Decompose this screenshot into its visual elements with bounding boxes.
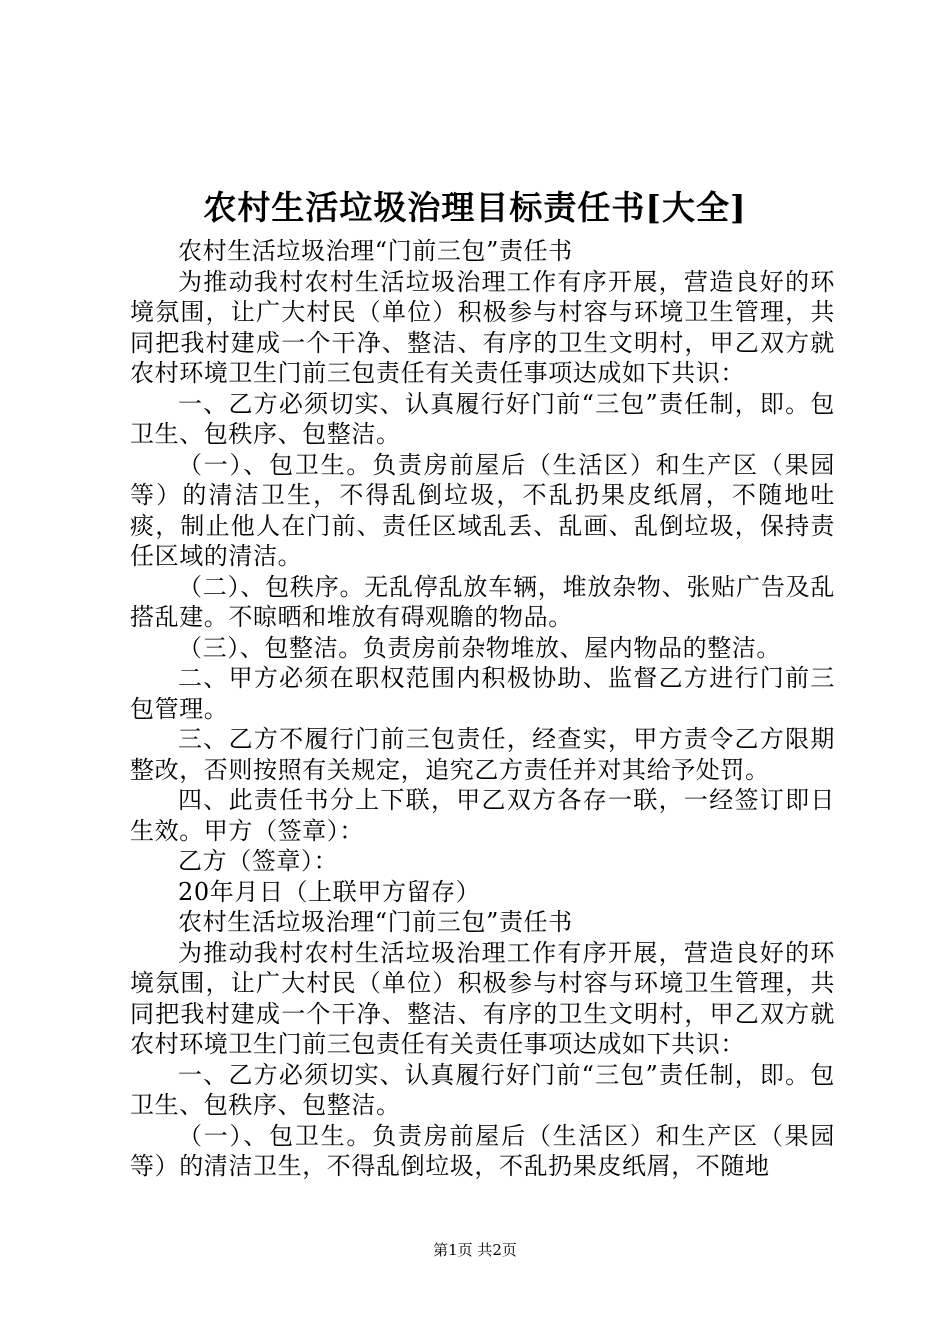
paragraph: （三）、包整洁。负责房前杂物堆放、屋内物品的整洁。 [178, 633, 781, 662]
paragraph: 三、乙方不履行门前三包责任，经查实，甲方责令乙方限期整改，否则按照有关规定，追究乙方责任并对其给予处罚。 [130, 725, 835, 784]
paragraph: 二、甲方必须在职权范围内积极协助、监督乙方进行门前三包管理。 [130, 664, 835, 723]
page-number-footer: 第1页 共2页 [433, 1241, 517, 1259]
paragraph: 为推动我村农村生活垃圾治理工作有序开展，营造良好的环境氛围，让广大村民（单位）积极参与村容与环境卫生管理，共同把我村建成一个干净、整洁、有序的卫生文明村，甲乙双方就农村环境卫生门前三包责任有关责任事项达成如下共识： [130, 938, 835, 1058]
paragraph: （一）、包卫生。负责房前屋后（生活区）和生产区（果园等）的清洁卫生，不得乱倒垃圾，不乱扔果皮纸屑，不随地 [130, 1121, 835, 1180]
document-title: 农村生活垃圾治理目标责任书[大全] [203, 188, 747, 227]
paragraph: （二）、包秩序。无乱停乱放车辆，堆放杂物、张贴广告及乱搭乱建。不晾晒和堆放有碍观瞻的物品。 [130, 572, 835, 631]
paragraph: 为推动我村农村生活垃圾治理工作有序开展，营造良好的环境氛围，让广大村民（单位）积极参与村容与环境卫生管理，共同把我村建成一个干净、整洁、有序的卫生文明村，甲乙双方就农村环境卫生门前三包责任有关责任事项达成如下共识： [130, 267, 835, 387]
document-body [130, 236, 835, 1182]
paragraph: 20年月日（上联甲方留存） [178, 877, 481, 906]
paragraph: 一、乙方必须切实、认真履行好门前“三包”责任制，即。包卫生、包秩序、包整洁。 [130, 1060, 835, 1119]
paragraph: （一）、包卫生。负责房前屋后（生活区）和生产区（果园等）的清洁卫生，不得乱倒垃圾，不乱扔果皮纸屑，不随地吐痰，制止他人在门前、责任区域乱丢、乱画、乱倒垃圾，保持责任区域的清洁。 [130, 450, 835, 570]
paragraph: 乙方（签章）： [178, 847, 339, 875]
paragraph: 四、此责任书分上下联，甲乙双方各存一联，一经签订即日生效。甲方（签章）： [130, 786, 835, 845]
paragraph: 一、乙方必须切实、认真履行好门前“三包”责任制，即。包卫生、包秩序、包整洁。 [130, 389, 835, 448]
paragraph: 农村生活垃圾治理“门前三包”责任书 [178, 908, 573, 936]
paragraph: 农村生活垃圾治理“门前三包”责任书 [178, 237, 573, 265]
